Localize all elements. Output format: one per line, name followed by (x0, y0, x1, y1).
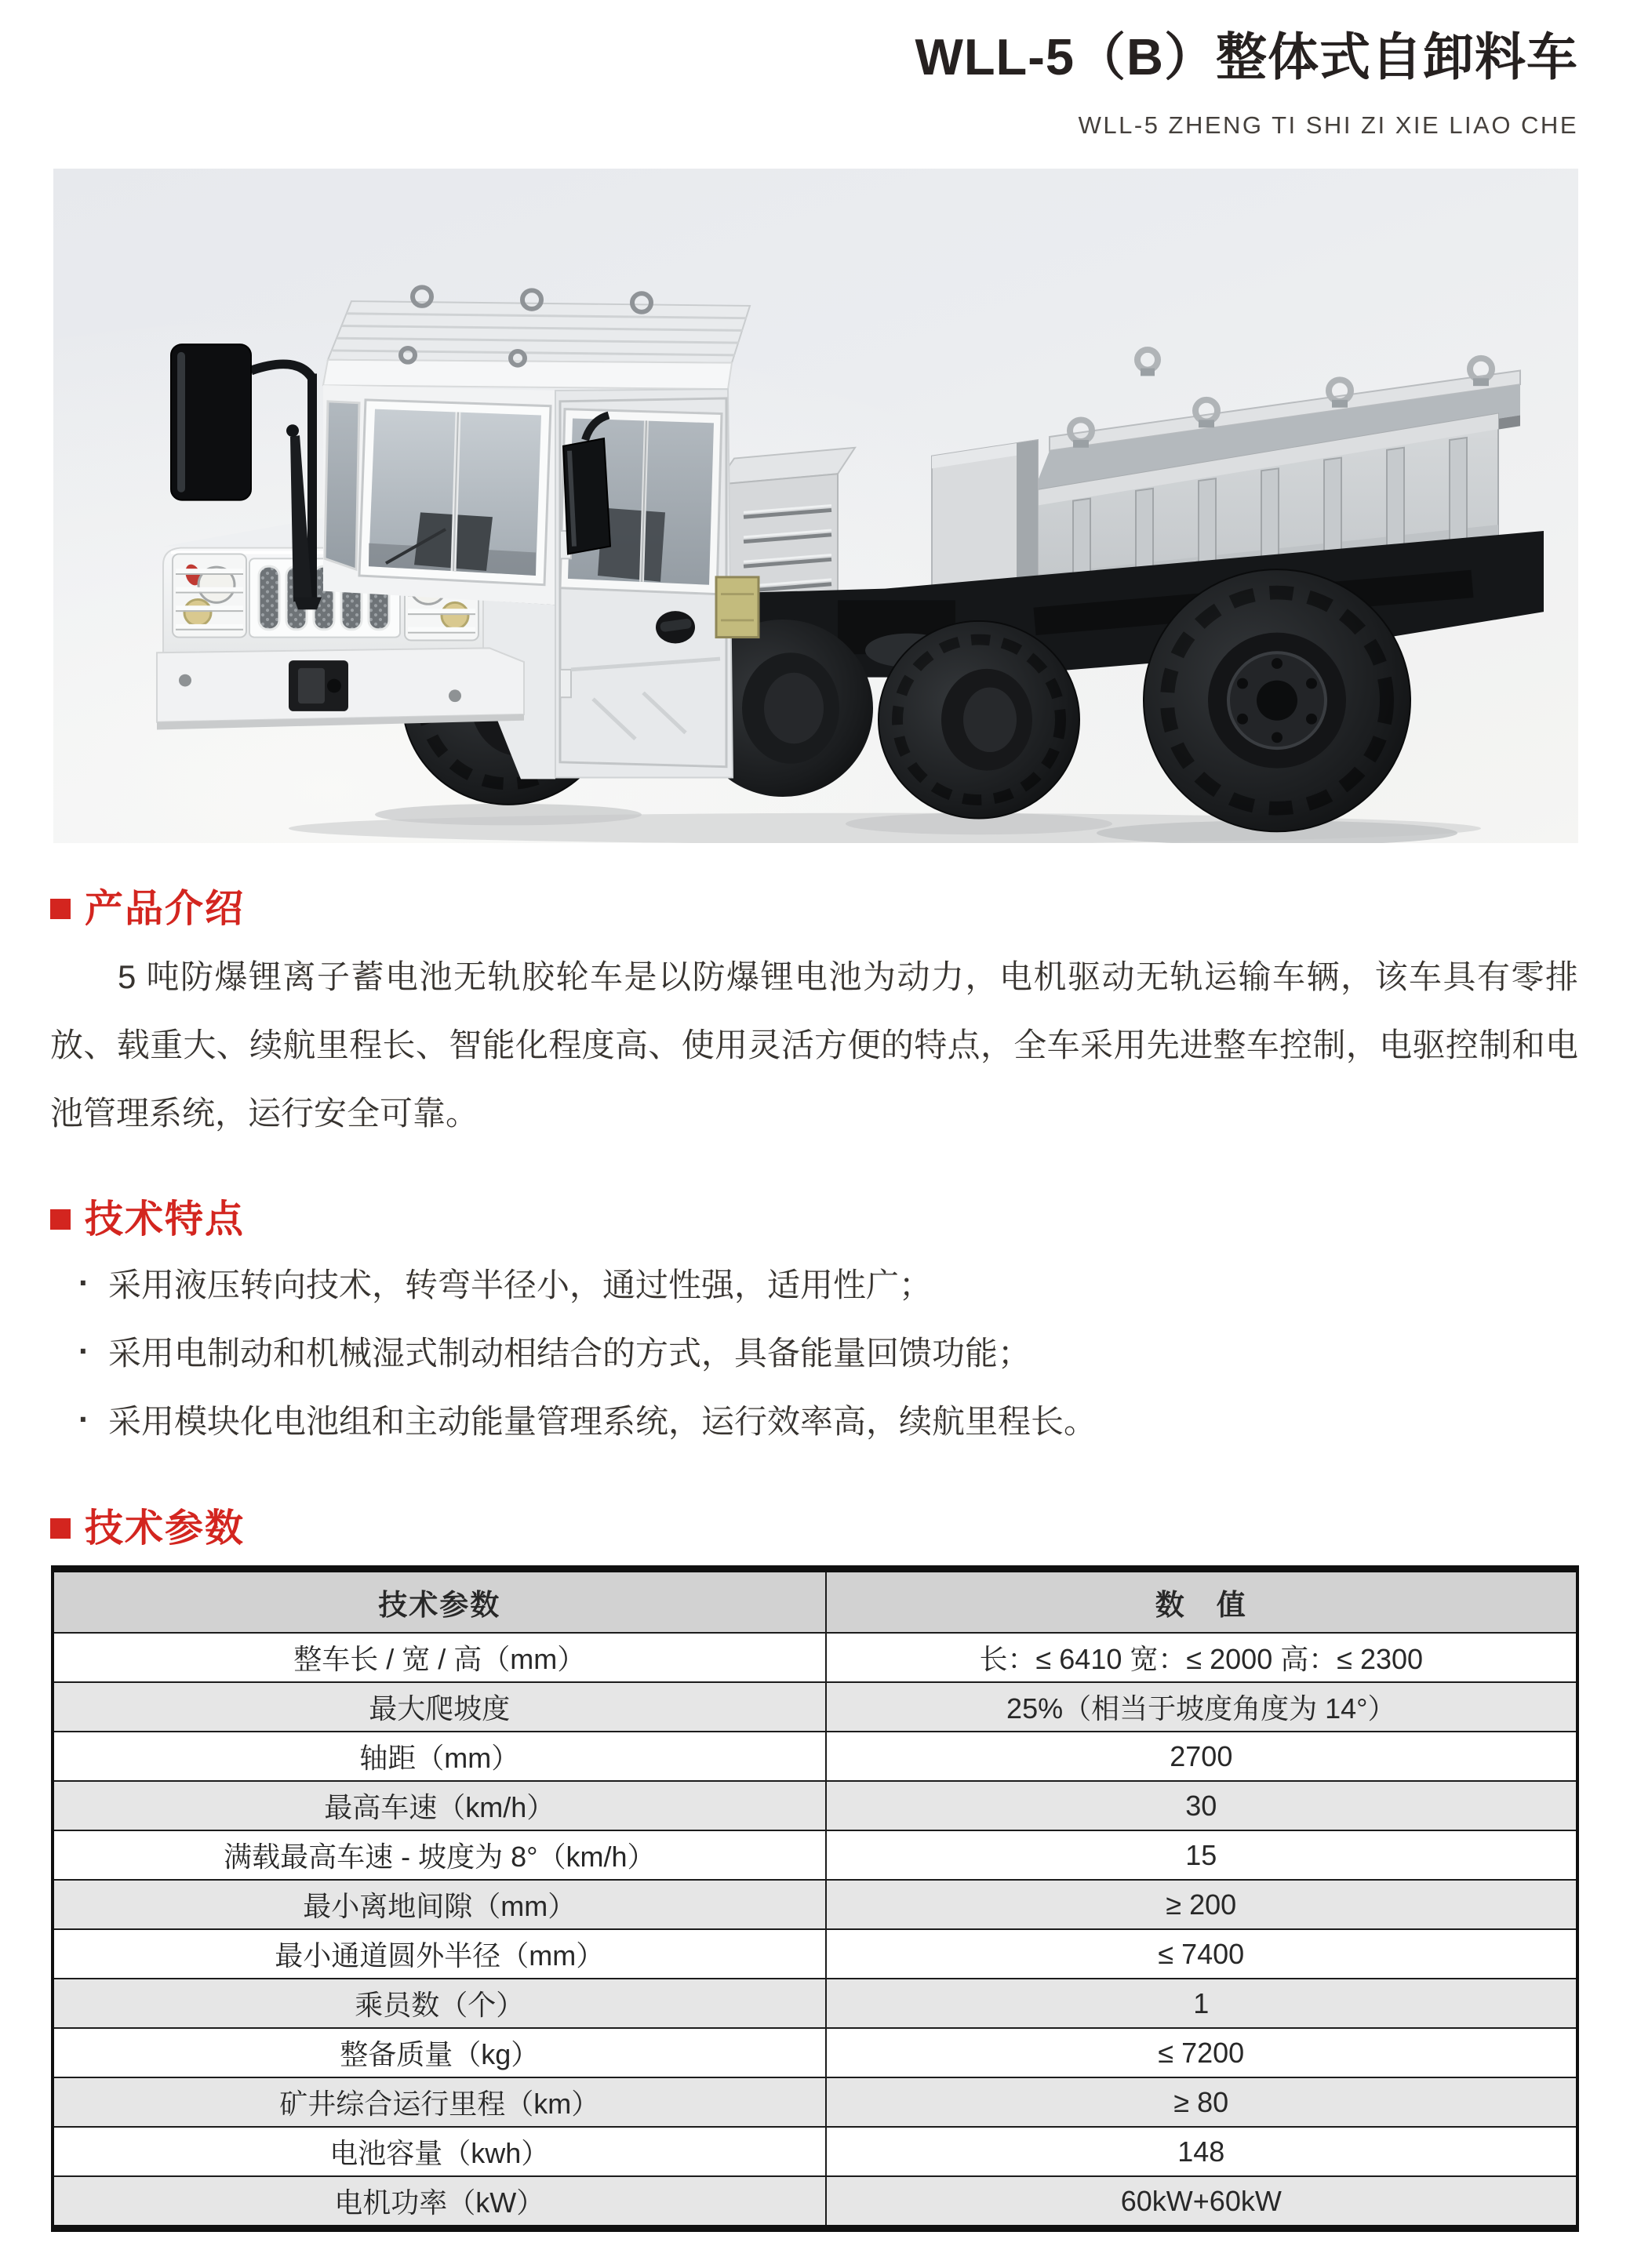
intro-heading-label: 产品介绍 (85, 888, 246, 930)
spec-value-cell: ≤ 7200 (826, 2028, 1577, 2077)
spec-value-cell: 15 (826, 1830, 1577, 1880)
product-photo (53, 169, 1578, 843)
spec-param-cell: 最高车速（km/h） (53, 1781, 826, 1830)
red-square-bullet-icon (50, 1209, 71, 1230)
table-row (53, 1929, 1577, 1979)
spec-param-cell: 整备质量（kg） (53, 2028, 826, 2077)
table-row (53, 1979, 1577, 2028)
rear-wheel-1 (879, 621, 1079, 819)
spec-value-cell: 1 (826, 1979, 1577, 2028)
table-row (53, 2176, 1577, 2229)
feature-item: · 采用电制动和机械湿式制动相结合的方式，具备能量回馈功能； (78, 1317, 1097, 1385)
spec-param-cell: 电池容量（kwh） (53, 2127, 826, 2176)
spec-param-cell: 轴距（mm） (53, 1732, 826, 1781)
table-row (53, 1830, 1577, 1880)
spec-value-cell: 60kW+60kW (826, 2176, 1577, 2229)
page-title: WLL-5（B）整体式自卸料车 (915, 28, 1578, 85)
feature-item: · 采用液压转向技术，转弯半径小，通过性强，适用性广； (78, 1248, 1097, 1317)
spec-param-cell: 最小离地间隙（mm） (53, 1880, 826, 1929)
page-subtitle-pinyin: WLL-5 ZHENG TI SHI ZI XIE LIAO CHE (1078, 111, 1578, 139)
spec-param-cell: 满载最高车速 - 坡度为 8°（km/h） (53, 1830, 826, 1880)
spec-param-cell: 整车长 / 宽 / 高（mm） (53, 1633, 826, 1682)
spec-param-cell: 矿井综合运行里程（km） (53, 2077, 826, 2127)
spec-value-cell: 25%（相当于坡度角度为 14°） (826, 1682, 1577, 1732)
front-bumper (157, 648, 524, 729)
spec-table-header-row (53, 1569, 1577, 1634)
specs-heading-label: 技术参数 (85, 1507, 246, 1550)
spec-param-cell: 电机功率（kW） (53, 2176, 826, 2229)
table-row (53, 2028, 1577, 2077)
junction-box (716, 577, 759, 638)
red-square-bullet-icon (50, 1518, 71, 1539)
features-heading-label: 技术特点 (85, 1198, 246, 1241)
spec-value-cell: 148 (826, 2127, 1577, 2176)
left-headlight (173, 554, 246, 637)
spec-value-cell: ≤ 7400 (826, 1929, 1577, 1979)
table-row (53, 1633, 1577, 1682)
spec-param-cell: 最大爬坡度 (53, 1682, 826, 1732)
spec-table (51, 1565, 1579, 2232)
feature-item: · 采用模块化电池组和主动能量管理系统，运行效率高，续航里程长。 (78, 1385, 1097, 1453)
table-row (53, 1781, 1577, 1830)
table-row (53, 1880, 1577, 1929)
table-row (53, 2077, 1577, 2127)
section-heading-intro (50, 878, 245, 933)
spec-param-cell: 乘员数（个） (53, 1979, 826, 2028)
spec-param-header: 技术参数 (53, 1569, 826, 1634)
red-square-bullet-icon (50, 899, 71, 919)
intro-paragraph: 5 吨防爆锂离子蓄电池无轨胶轮车是以防爆锂电池为动力，电机驱动无轨运输车辆，该车具有零排放、载重大、续航里程长、智能化程度高、使用灵活方便的特点，全车采用先进整车控制，电驱控制和电池管理系统，运行安全可靠。 (50, 958, 1578, 1132)
rear-wheel-2 (1144, 569, 1410, 831)
spec-value-cell: ≥ 200 (826, 1880, 1577, 1929)
spec-value-cell: ≥ 80 (826, 2077, 1577, 2127)
feature-list (78, 1248, 1097, 1453)
table-row (53, 1682, 1577, 1732)
section-heading-specs (50, 1498, 245, 1553)
spec-value-cell: 2700 (826, 1732, 1577, 1781)
section-heading-features (50, 1189, 245, 1244)
table-row (53, 1732, 1577, 1781)
spec-value-header: 数 值 (826, 1569, 1577, 1634)
truck-illustration (53, 169, 1578, 843)
spec-value-cell: 长：≤ 6410 宽：≤ 2000 高：≤ 2300 (826, 1633, 1577, 1682)
spec-value-cell: 30 (826, 1781, 1577, 1830)
table-row (53, 2127, 1577, 2176)
spec-param-cell: 最小通道圆外半径（mm） (53, 1929, 826, 1979)
